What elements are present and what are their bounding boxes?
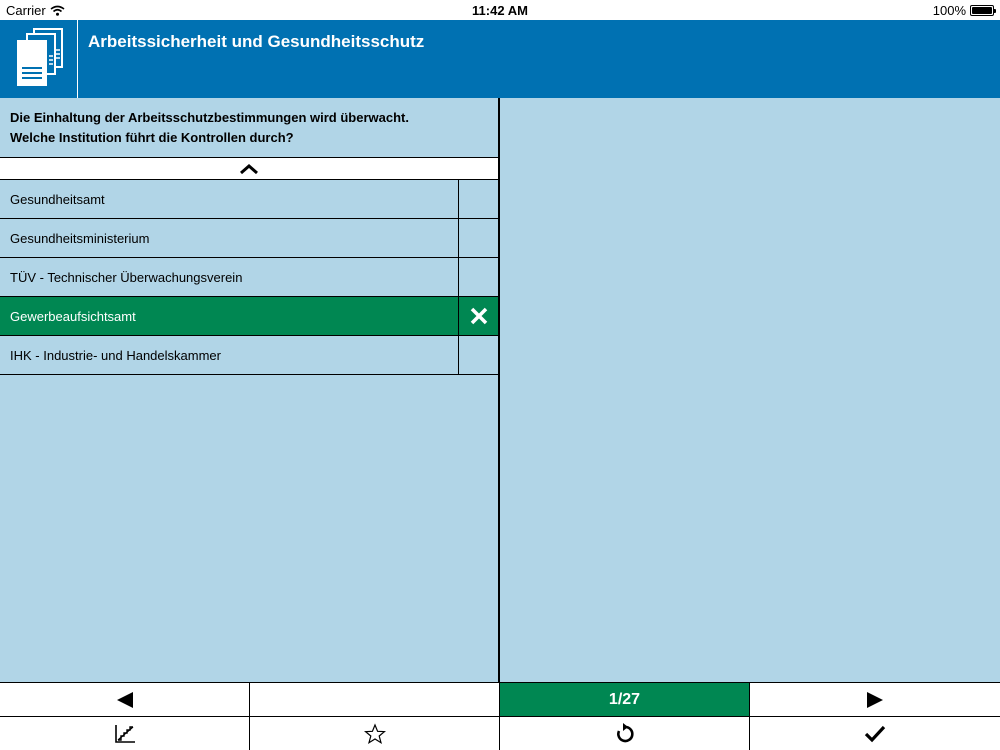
answer-label: IHK - Industrie- und Handelskammer (10, 347, 221, 363)
status-bar (0, 0, 1000, 20)
answer-checkbox[interactable] (458, 180, 498, 218)
battery-indicator (933, 3, 994, 18)
battery-label: 100% (932, 3, 966, 18)
navigation-bar (0, 682, 1000, 716)
favorite-button[interactable] (250, 717, 500, 750)
detail-panel (500, 98, 1000, 682)
answer-checkbox[interactable] (458, 219, 498, 257)
chart-icon (114, 724, 136, 744)
answer-option[interactable] (0, 258, 498, 297)
nav-spacer (250, 683, 500, 716)
answer-option-selected[interactable] (0, 297, 498, 336)
previous-button[interactable] (0, 683, 250, 716)
progress-indicator: 1/27 (500, 683, 750, 716)
collapse-button[interactable] (0, 157, 498, 180)
documents-icon[interactable] (0, 20, 78, 98)
answer-option[interactable] (0, 219, 498, 258)
question-panel (0, 98, 500, 682)
answer-checkbox[interactable] (458, 297, 498, 335)
answer-label: Gewerbeaufsichtsamt (10, 308, 136, 324)
answer-option[interactable] (0, 180, 498, 219)
answer-option[interactable] (0, 336, 498, 375)
checkmark-icon (864, 725, 886, 743)
statistics-button[interactable] (0, 717, 250, 750)
answer-label: TÜV - Technischer Überwachungsverein (10, 269, 243, 285)
page-title: Arbeitssicherheit und Gesundheitsschutz (88, 32, 425, 51)
star-icon (364, 723, 386, 745)
status-time: 11:42 AM (472, 3, 528, 18)
question-line-2: Welche Institution führt die Kontrollen durch? (10, 130, 294, 145)
answer-label: Gesundheitsministerium (10, 230, 150, 246)
answer-checkbox[interactable] (458, 258, 498, 296)
chevron-up-icon (239, 163, 259, 175)
question-text (0, 98, 498, 157)
app-header (0, 20, 1000, 98)
answer-label: Gesundheitsamt (10, 191, 105, 207)
x-icon (469, 306, 489, 326)
reload-icon (614, 723, 636, 745)
reset-button[interactable] (500, 717, 750, 750)
next-button[interactable] (750, 683, 1000, 716)
answer-checkbox[interactable] (458, 336, 498, 374)
toolbar (0, 716, 1000, 750)
triangle-left-icon (116, 691, 134, 709)
battery-icon (970, 5, 994, 16)
question-line-1: Die Einhaltung der Arbeitsschutzbestimmungen wird überwacht. (10, 110, 409, 125)
submit-button[interactable] (750, 717, 1000, 750)
carrier-label: Carrier (6, 3, 46, 18)
triangle-right-icon (866, 691, 884, 709)
